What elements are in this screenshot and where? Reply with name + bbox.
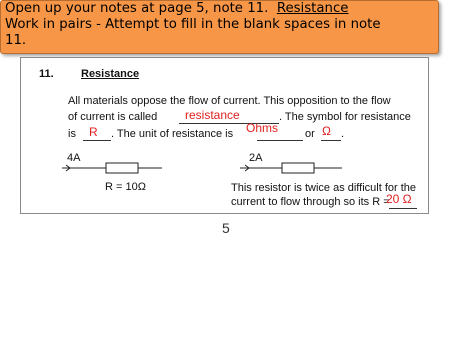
answer-resistance: resistance [185,108,240,122]
instruction-banner [0,0,439,54]
circuit-1-resistor-icon [106,163,138,173]
paragraph-line-2: current to flow through so its R = [231,196,390,208]
circuit-1 [62,163,162,173]
answer-symbol: R [89,125,98,139]
paragraph-line-1: This resistor is twice as difficult for the [231,182,417,194]
page-number: 5 [222,220,230,236]
note-line-3-mid: . The unit of resistance is [111,128,234,140]
circuit-1-current: 4A [67,152,81,164]
note-line-3-or: or [305,128,315,140]
note-line-3-end: . [341,128,345,140]
circuit-diagrams [20,57,429,214]
answer-unit-symbol: Ω [322,124,331,138]
note-line-2-start: of current is called [68,111,158,123]
note-line-3-start: is [68,128,76,140]
banner-line-1-text: Open up your notes at page 5, note 11. [5,1,269,16]
banner-line-1 [5,1,434,17]
banner-resistance-link: Resistance [276,1,349,16]
note-number: 11. [39,68,54,80]
answer-second-resistance: 20 Ω [386,192,412,206]
circuit-2 [240,163,342,173]
note-line-2-end: . The symbol for resistance [279,111,411,123]
banner-line-2: Work in pairs - Attempt to fill in the blank spaces in note [5,17,381,32]
circuit-1-resistance: R = 10Ω [105,181,146,193]
circuit-2-resistor-icon [282,163,314,173]
banner-line-3: 11. [5,33,27,48]
note-line-1: All materials oppose the flow of current. This opposition to the flow [68,95,391,107]
answer-unit-word: Ohms [246,121,279,135]
circuit-2-current: 2A [249,152,263,164]
note-title: Resistance [81,68,140,80]
